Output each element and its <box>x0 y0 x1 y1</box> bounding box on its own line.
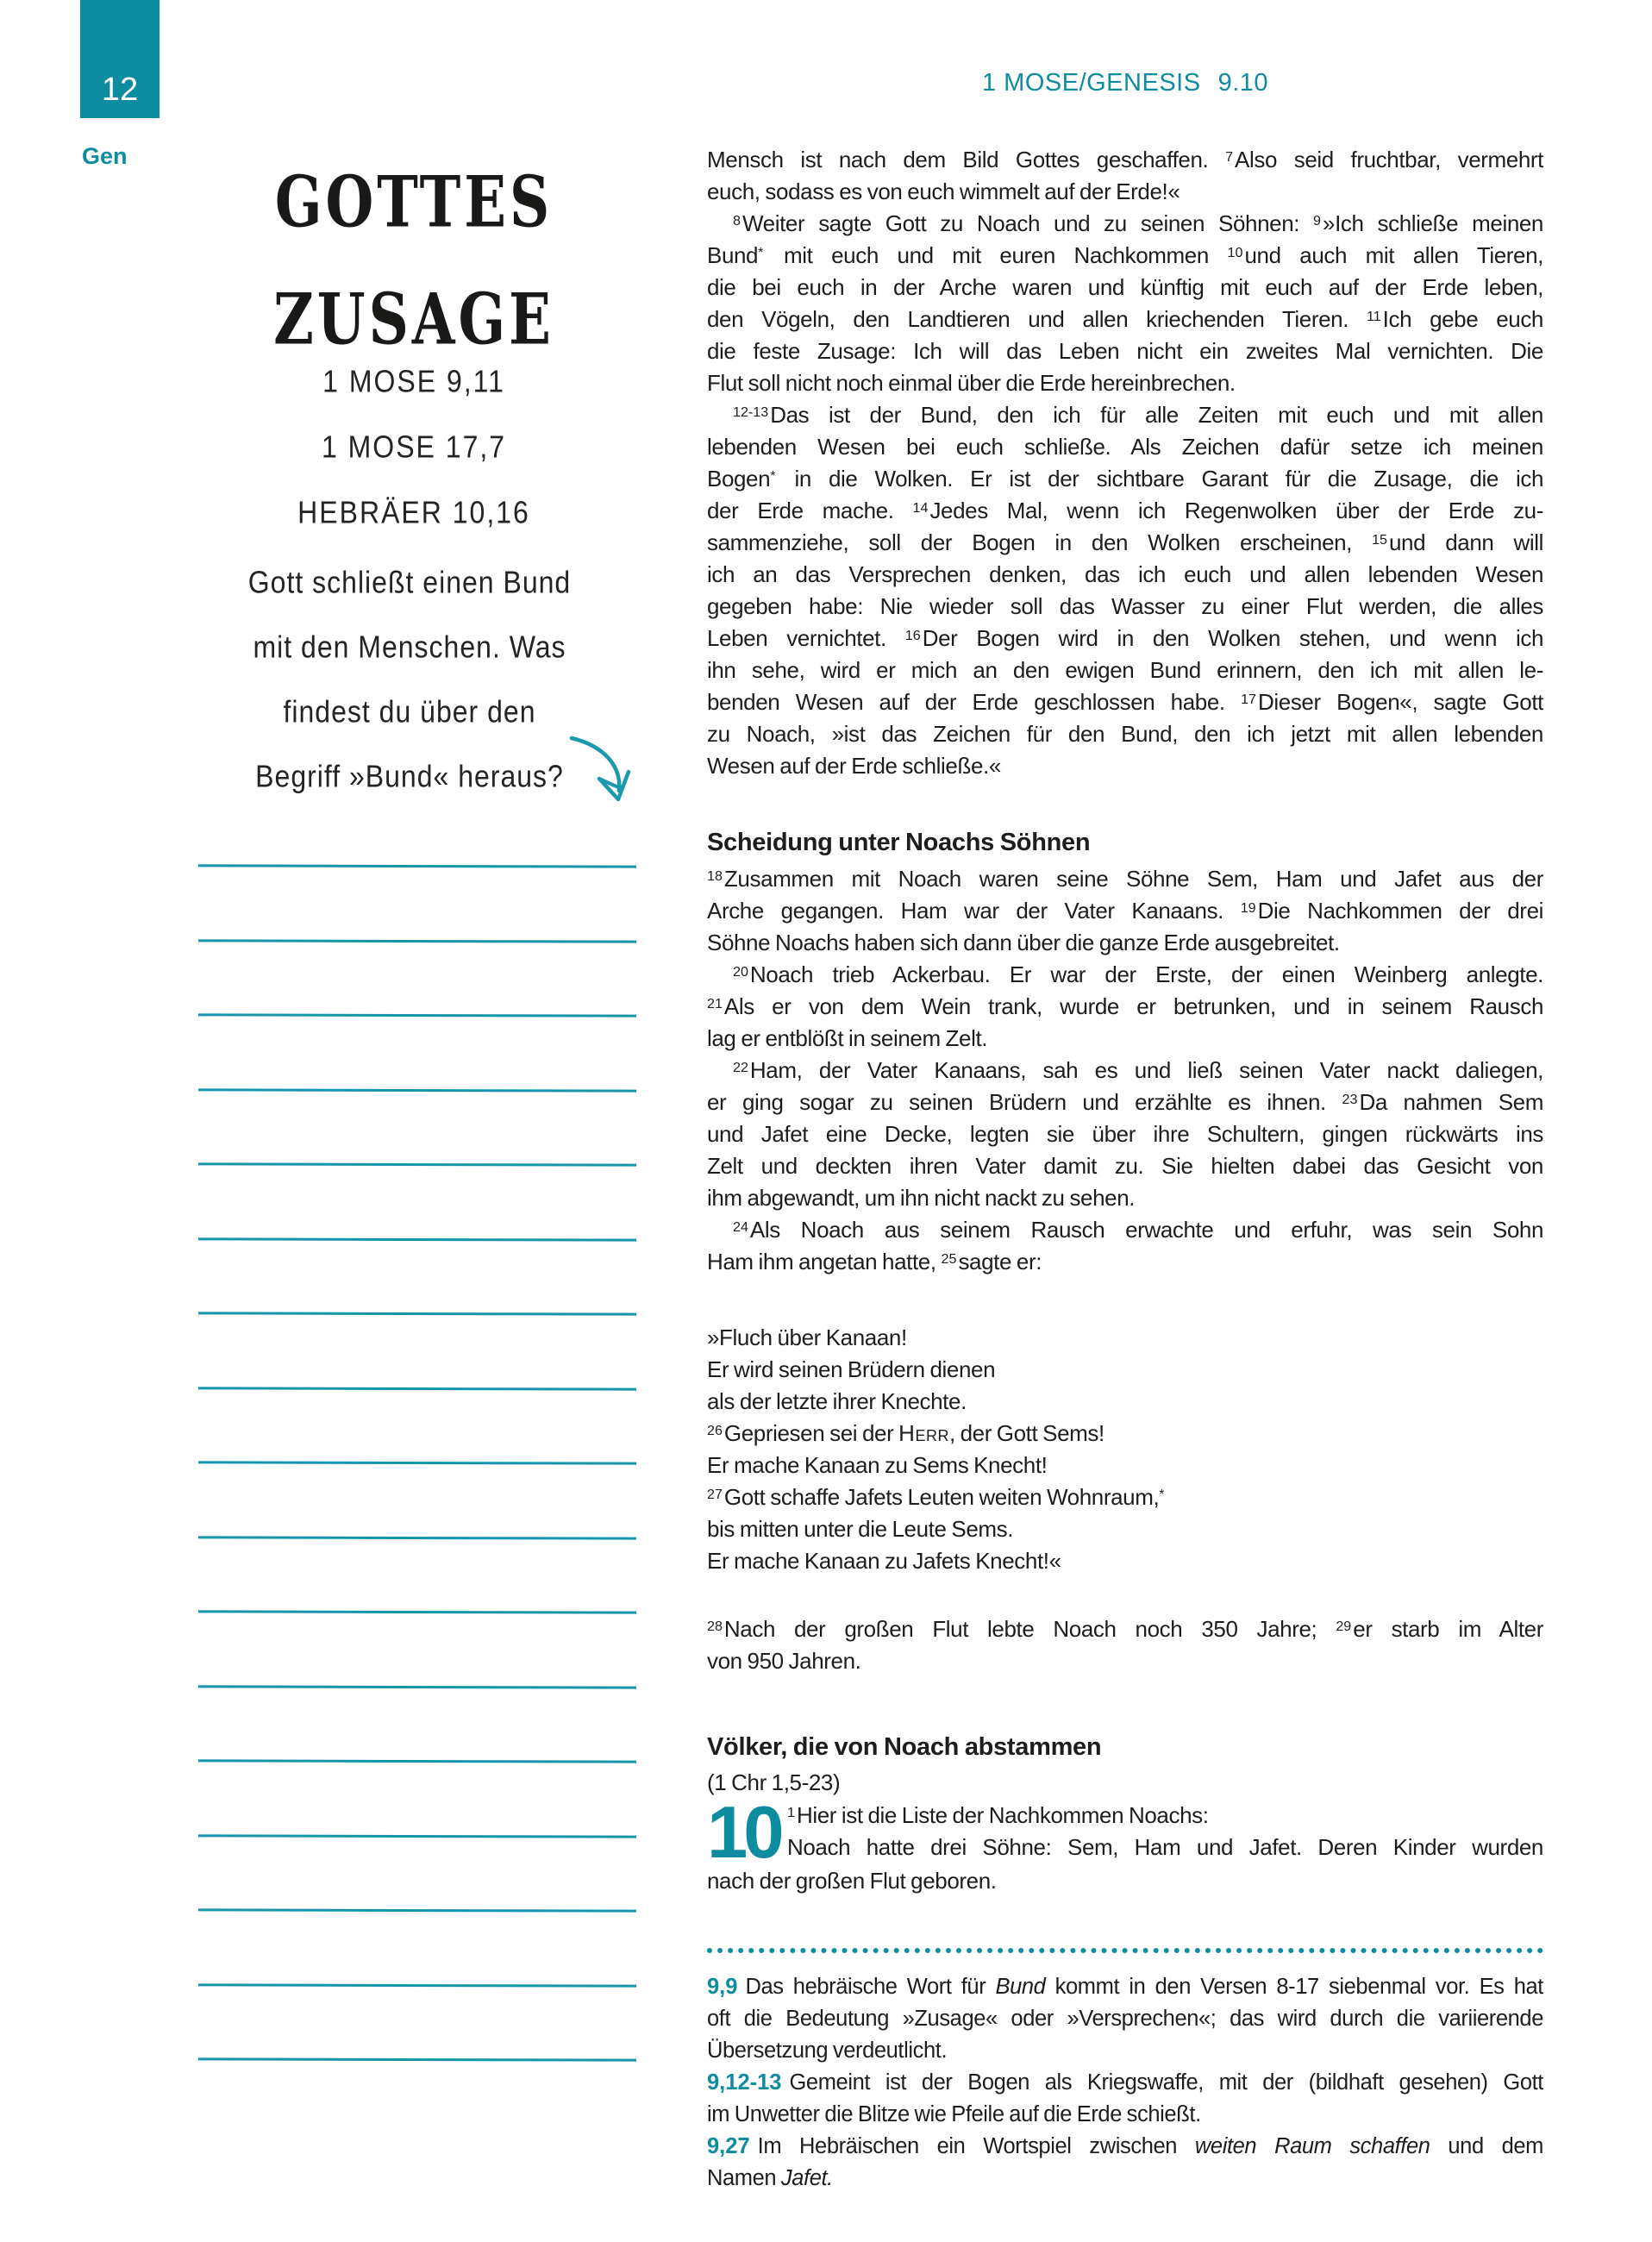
verse-line: und Jafet eine Decke, legten sie über ihre Schultern, gingen rückwärts ins <box>707 1121 1543 1147</box>
verse-line: Bund* mit euch und mit euren Nachkommen $^{10}$und auch mit allen Tieren, <box>707 242 1543 268</box>
chapter-block <box>707 1792 1543 1897</box>
footnote-line: Namen Jafet. <box>707 2166 833 2190</box>
verse-paragraph <box>707 863 1543 1278</box>
verse-line: $^{20}$Noach trieb Ackerbau. Er war der Erste, der einen Weinberg anlegte. <box>733 961 1543 987</box>
writing-line[interactable] <box>198 1759 636 1763</box>
footnote-line: oft die Bedeutung »Zusage« oder »Versprechen«; das wird durch die variierende <box>707 2007 1543 2031</box>
running-head-book: 1 MOSE/GENESIS <box>981 69 1201 97</box>
verse-line: Noach hatte drei Söhne: Sem, Ham und Jafet. Deren Kinder wurden <box>787 1834 1543 1860</box>
poem-line: als der letzte ihrer Knechte. <box>707 1388 967 1414</box>
verse-line: lebenden Wesen bei euch schließe. Als Zeichen dafür setze ich meinen <box>707 434 1543 460</box>
feature-title <box>155 145 673 379</box>
verse-line: die feste Zusage: Ich will das Leben nicht ein zweites Mal vernichten. Die <box>707 338 1543 364</box>
verse-line: sammenziehe, soll der Bogen in den Wolken erscheinen, $^{15}$und dann will <box>707 529 1543 555</box>
reference-item: 1 MOSE 9,11 <box>322 363 505 399</box>
verse-line: benden Wesen auf der Erde geschlossen habe. $^{17}$Dieser Bogen«, sagte Gott <box>707 689 1543 715</box>
reference-item: HEBRÄER 10,16 <box>297 495 530 530</box>
writing-line[interactable] <box>198 1162 636 1166</box>
writing-line[interactable] <box>198 1387 636 1390</box>
verse-line: $^{21}$Als er von dem Wein trank, wurde er betrunken, und in seinem Rausch <box>707 993 1543 1019</box>
prompt-line: findest du über den <box>283 693 536 730</box>
writing-line[interactable] <box>198 939 636 943</box>
verse-paragraph <box>707 1613 1543 1677</box>
running-head-range: 9.10 <box>1217 69 1269 97</box>
page-number: 12 <box>101 72 139 108</box>
feature-title-line2: ZUSAGE <box>273 278 554 361</box>
poem-line: bis mitten unter die Leute Sems. <box>707 1516 1014 1542</box>
verse-line: $^1$Hier ist die Liste der Nachkommen Noachs: <box>787 1802 1209 1828</box>
reference-item: 1 MOSE 17,7 <box>321 429 507 465</box>
verse-line: Leben vernichtet. $^{16}$Der Bogen wird in den Wolken stehen, und wenn ich <box>707 625 1543 651</box>
poem-line: Er mache Kanaan zu Sems Knecht! <box>707 1452 1048 1478</box>
writing-line[interactable] <box>198 2057 636 2061</box>
verse-line: $^{22}$Ham, der Vater Kanaans, sah es und ließ seinen Vater nackt daliegen, <box>733 1057 1543 1083</box>
verse-line: von 950 Jahren. <box>707 1648 861 1674</box>
verse-line: Mensch ist nach dem Bild Gottes geschaffen. $^7$Also seid fruchtbar, vermehrt <box>707 147 1543 172</box>
verse-line: Flut soll nicht noch einmal über die Erde hereinbrechen. <box>707 370 1236 396</box>
verse-line: $^{28}$Nach der großen Flut lebte Noach noch 350 Jahre; $^{29}$er starb im Alter <box>707 1616 1543 1642</box>
verse-line: Zelt und deckten ihren Vater damit zu. Sie hielten dabei das Gesicht von <box>707 1153 1543 1179</box>
prompt-line: Gott schließt einen Bund <box>247 564 572 600</box>
verse-line: Arche gegangen. Ham war der Vater Kanaans. $^{19}$Die Nachkommen der drei <box>707 898 1543 924</box>
chapter-number: 10 <box>707 1792 780 1874</box>
poem-line: $^{27}$Gott schaffe Jafets Leuten weiten Wohnraum,* <box>707 1484 1165 1510</box>
footnote-line: im Unwetter die Blitze wie Pfeile auf die Erde schießt. <box>707 2102 1201 2126</box>
verse-line: ich an das Versprechen denken, das ich euch und allen lebenden Wesen <box>707 561 1543 587</box>
footnote-ref: 9,9 <box>707 1975 738 1999</box>
book-abbrev-label: Gen <box>82 143 128 169</box>
footnote-line: 9,9 Das hebräische Wort für Bund kommt in den Versen 8-17 siebenmal vor. Es hat <box>707 1975 1543 1999</box>
footnote-line: Übersetzung verdeutlicht. <box>707 2038 948 2063</box>
footnote-ref: 9,27 <box>707 2134 750 2158</box>
writing-line[interactable] <box>198 1536 636 1539</box>
verse-line: ihm abgewandt, um ihn nicht nackt zu sehen. <box>707 1185 1136 1211</box>
writing-line[interactable] <box>198 1685 636 1688</box>
writing-line[interactable] <box>198 1312 636 1315</box>
verse-line: die bei euch in der Arche waren und künftig mit euch auf der Erde leben, <box>707 274 1543 300</box>
writing-line[interactable] <box>198 1983 636 1987</box>
verse-line: $^8$Weiter sagte Gott zu Noach und zu seinen Söhnen: $^9$»Ich schließe meinen <box>733 210 1543 236</box>
poem-line: »Fluch über Kanaan! <box>707 1325 907 1350</box>
verse-line: lag er entblößt in seinem Zelt. <box>707 1025 988 1051</box>
reference-list <box>155 348 673 545</box>
verse-line: Ham ihm angetan hatte, $^{25}$sagte er: <box>707 1249 1042 1274</box>
verse-line: ihn sehe, wird er mich an den ewigen Bund erinnern, den ich mit allen le- <box>707 657 1543 683</box>
verse-line: Söhne Noachs haben sich dann über die ganze Erde ausgebreitet. <box>707 930 1340 955</box>
footnotes-block <box>707 1971 1543 2195</box>
writing-line[interactable] <box>198 1834 636 1838</box>
footnote-line: 9,27 Im Hebräischen ein Wortspiel zwischen weiten Raum schaffen und dem <box>707 2134 1543 2158</box>
verse-line: zu Noach, »ist das Zeichen für den Bund, den ich jetzt mit allen lebenden <box>707 721 1543 747</box>
footnote-line: 9,12-13 Gemeint ist der Bogen als Kriegswaffe, mit der (bildhaft gesehen) Gott <box>707 2070 1543 2095</box>
prompt-line: Begriff »Bund« heraus? <box>255 758 564 794</box>
writing-line[interactable] <box>198 864 636 867</box>
writing-line[interactable] <box>198 1610 636 1613</box>
verse-line: den Vögeln, den Landtieren und allen kriechenden Tieren. $^{11}$Ich gebe euch <box>707 306 1543 332</box>
writing-line[interactable] <box>198 1908 636 1912</box>
verse-line: $^{12-13}$Das ist der Bund, den ich für alle Zeiten mit euch und mit allen <box>733 402 1543 428</box>
verse-line: nach der großen Flut geboren. <box>707 1868 997 1894</box>
writing-line[interactable] <box>198 1088 636 1092</box>
footnote-ref: 9,12-13 <box>707 2070 782 2095</box>
poem-line: Er mache Kanaan zu Jafets Knecht!« <box>707 1548 1061 1574</box>
prompt-line: mit den Menschen. Was <box>253 629 566 665</box>
poem-line: $^{26}$Gepriesen sei der Herr, der Gott Sems! <box>707 1420 1104 1446</box>
poem-block <box>707 1322 1543 1577</box>
writing-lines-area <box>198 865 636 2133</box>
writing-line[interactable] <box>198 1461 636 1464</box>
writing-line[interactable] <box>198 1237 636 1241</box>
page-number-tab <box>80 0 160 118</box>
verse-line: Wesen auf der Erde schließe.« <box>707 753 1001 779</box>
parallel-reference: (1 Chr 1,5-23) <box>707 1769 841 1795</box>
poem-line: Er wird seinen Brüdern dienen <box>707 1356 996 1382</box>
verse-line: $^{24}$Als Noach aus seinem Rausch erwachte und erfuhr, was sein Sohn <box>733 1217 1543 1243</box>
writing-line[interactable] <box>198 1013 636 1017</box>
section-heading: Scheidung unter Noachs Söhnen <box>707 829 1091 856</box>
verse-line: der Erde mache. $^{14}$Jedes Mal, wenn ich Regenwolken über der Erde zu- <box>707 498 1543 523</box>
verse-line: $^{18}$Zusammen mit Noach waren seine Söhne Sem, Ham und Jafet aus der <box>707 866 1543 892</box>
curved-arrow-icon <box>565 727 647 817</box>
verse-paragraph <box>707 144 1543 782</box>
verse-line: gegeben habe: Nie wieder soll das Wasser zu einer Flut werden, die alles <box>707 593 1543 619</box>
feature-title-line1: GOTTES <box>274 161 554 245</box>
main-text-column <box>707 0 1543 2195</box>
verse-line: Bogen* in die Wolken. Er ist der sichtbare Garant für die Zusage, die ich <box>707 466 1543 492</box>
dotted-separator <box>707 1948 1543 1953</box>
verse-line: er ging sogar zu seinen Brüdern und erzählte es ihnen. $^{23}$Da nahmen Sem <box>707 1089 1543 1115</box>
verse-line: euch, sodass es von euch wimmelt auf der Erde!« <box>707 178 1180 204</box>
section-heading: Völker, die von Noach abstammen <box>707 1733 1102 1761</box>
